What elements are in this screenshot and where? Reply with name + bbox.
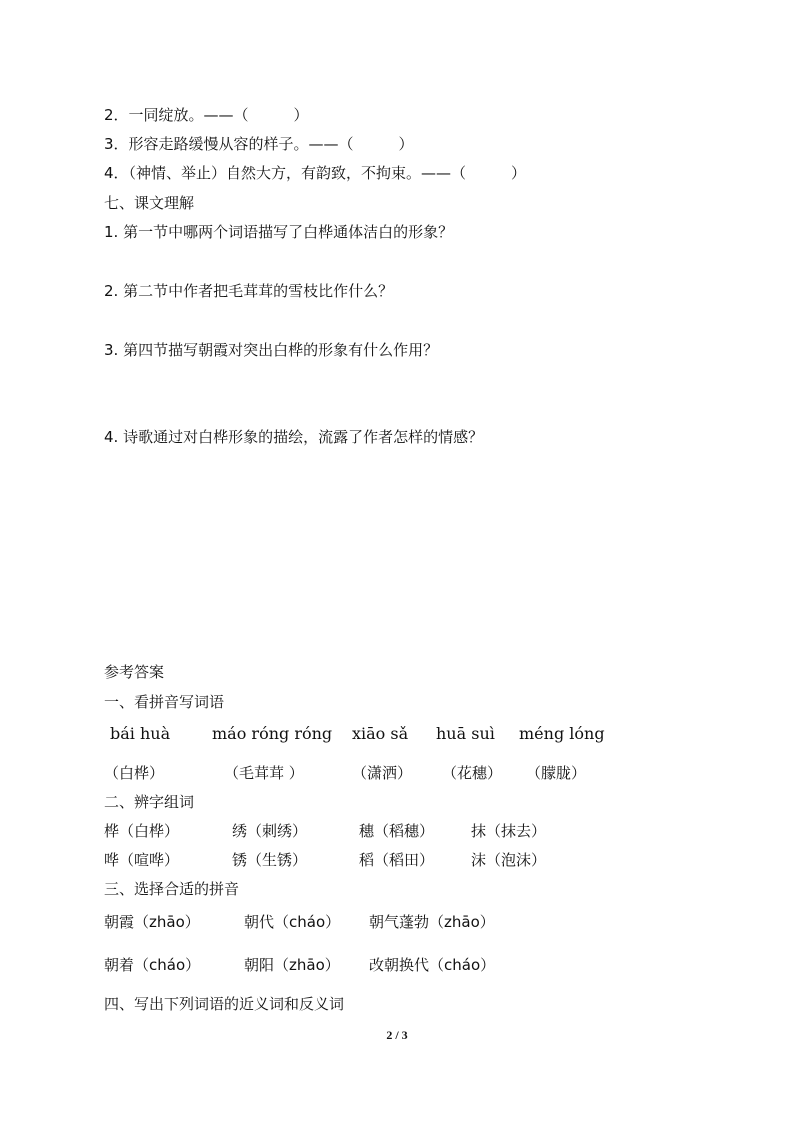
section7-question-2: 2. 第二节中作者把毛茸茸的雪枝比作什么？ (104, 282, 394, 300)
answer-word-4: （花穗） (442, 764, 503, 782)
part2-r1-c4: 抹（抹去） (471, 822, 547, 840)
section7-question-3: 3. 第四节描写朝霞对突出白桦的形象有什么作用？ (104, 341, 439, 359)
section7-heading: 七、课文理解 (104, 194, 195, 212)
exercise-item-2: 2．一同绽放。——（ ） (104, 106, 309, 124)
answer-word-3: （潇洒） (352, 764, 413, 782)
pinyin-2: máo róng róng (212, 724, 333, 743)
part3-r1-c2: 朝代（cháo） (244, 913, 341, 931)
section7-question-1: 1. 第一节中哪两个词语描写了白桦通体洁白的形象？ (104, 223, 454, 241)
answer-word-5: （朦胧） (526, 764, 587, 782)
part3-r2-c3: 改朝换代（cháo） (369, 956, 496, 974)
page-number: 2 / 3 (386, 1028, 408, 1042)
answer-word-2: （毛茸茸 ） (224, 764, 304, 782)
part2-r1-c1: 桦（白桦） (104, 822, 180, 840)
pinyin-3: xiāo sǎ (352, 724, 409, 743)
answers-part1-heading: 一、看拼音写词语 (104, 693, 225, 711)
part2-r2-c1: 哗（喧哗） (104, 851, 180, 869)
answers-part4-heading: 四、写出下列词语的近义词和反义词 (104, 995, 345, 1013)
part3-r1-c3: 朝气蓬勃（zhāo） (369, 913, 495, 931)
answers-title: 参考答案 (104, 663, 165, 681)
part3-r2-c1: 朝着（cháo） (104, 956, 201, 974)
answers-part3-heading: 三、选择合适的拼音 (104, 880, 240, 898)
answer-word-1: （白桦） (104, 764, 165, 782)
exercise-item-4: 4．（神情、举止）自然大方，有韵致，不拘束。——（ ） (104, 164, 527, 182)
exercise-item-3: 3．形容走路缓慢从容的样子。——（ ） (104, 135, 414, 153)
part2-r1-c2: 绣（刺绣） (232, 822, 308, 840)
part3-r1-c1: 朝霞（zhāo） (104, 913, 200, 931)
part2-r2-c4: 沫（泡沫） (471, 851, 547, 869)
pinyin-1: bái huà (110, 724, 171, 743)
part3-r2-c2: 朝阳（zhāo） (244, 956, 340, 974)
part2-r2-c2: 锈（生锈） (232, 851, 308, 869)
part2-r2-c3: 稻（稻田） (359, 851, 435, 869)
pinyin-4: huā suì (436, 724, 495, 743)
answers-part2-heading: 二、辨字组词 (104, 793, 195, 811)
pinyin-5: méng lóng (519, 724, 605, 743)
part2-r1-c3: 穗（稻穗） (359, 822, 435, 840)
section7-question-4: 4. 诗歌通过对白桦形象的描绘，流露了作者怎样的情感？ (104, 428, 484, 446)
